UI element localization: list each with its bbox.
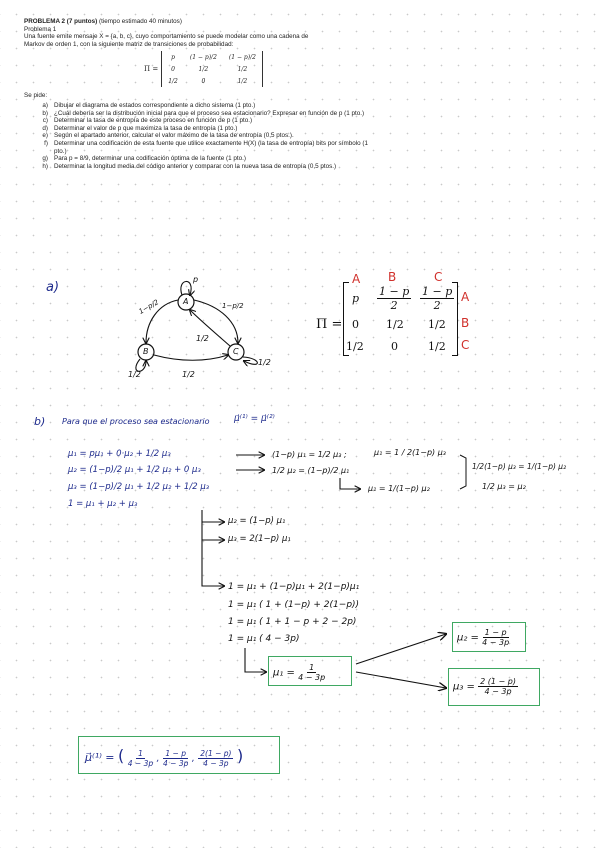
matrix-cell: (1 − p)/2 xyxy=(228,53,256,61)
final-num-2: 1 − p xyxy=(165,748,186,758)
matrix-a-cell-frac xyxy=(377,285,411,312)
task-text: Determinar una codificación de esta fuente que utilice exactamente H(X) (la tasa de entropía) bits por símbolo (1 pto.) xyxy=(54,139,368,155)
problem-time: (tiempo estimado 40 minutos) xyxy=(98,18,182,25)
task-key: e) xyxy=(42,132,48,140)
mu2-result xyxy=(457,628,509,647)
mu2-num: 1 − p xyxy=(484,628,507,637)
task-key: f) xyxy=(44,139,48,147)
task-text: Según el apartado anterior, calcular el valor máximo de la tasa de entropía (0,5 ptos.). xyxy=(54,132,294,140)
edge-label-ab: 1−p/2 xyxy=(137,298,161,316)
matrix-cell: p xyxy=(171,53,175,61)
matrix-a-cell: 0 xyxy=(391,340,398,353)
matrix-a-cell-frac xyxy=(420,285,454,312)
mu3-num: 2 (1 − p) xyxy=(480,677,516,686)
task-key: h) xyxy=(42,162,48,170)
final-den-1: 4 − 3p xyxy=(127,758,154,768)
edge-label-ac: 1−p/2 xyxy=(222,302,244,310)
final-vector: μ⃗⁽¹⁾ = ( $\frac{1}{4 - 3p}$ , $\frac{1 - p}{4 - 3p}$ , $\frac{2(1 - p)}{4 - 3p}$ ) xyxy=(85,746,244,768)
substitution-1: μ₂ = (1−p) μ₁ xyxy=(228,516,286,526)
normalization-2: 1 = μ₁ ( 1 + (1−p) + 2(1−p)) xyxy=(228,600,360,610)
state-a-label: A xyxy=(183,297,189,306)
matrix-a-cell: 1/2 xyxy=(428,340,446,353)
equation-1: μ₁ = pμ₁ + 0·μ₂ + 1/2 μ₃ xyxy=(68,449,171,459)
mu1-result xyxy=(273,663,325,682)
state-c-label: C xyxy=(233,347,239,356)
final-num-3: 2(1 − p) xyxy=(200,748,232,758)
step-2: 1/2 μ₂ = (1−p)/2 μ₁ xyxy=(272,466,350,475)
edge-label-cc: 1/2 xyxy=(258,358,271,367)
task-text: Dibujar el diagrama de estados correspondiente a dicho sistema (1 pto.) xyxy=(54,101,256,109)
statement-line-2: Markov de orden 1, con la siguiente matriz de transiciones de probabilidad: xyxy=(24,40,234,48)
task-key: a) xyxy=(42,101,48,109)
matrix-a-cell: 1/2 xyxy=(428,318,446,331)
part-b-condition: μ⃗⁽¹⁾ = μ⃗⁽²⁾ xyxy=(234,414,275,424)
matrix-a-cell: 0 xyxy=(352,318,359,331)
row-label-a: A xyxy=(461,290,470,304)
mu1-lhs: μ₁ = xyxy=(273,667,295,679)
matrix-a-cell: p xyxy=(352,292,360,305)
final-den-3: 4 − 3p xyxy=(203,758,229,768)
row-label-c: C xyxy=(461,338,470,352)
step-1a: (1−p) μ₁ = 1/2 μ₃ ; xyxy=(272,450,347,459)
step-1b: μ₁ = 1 / 2(1−p) μ₃ xyxy=(374,448,446,457)
task-key: g) xyxy=(42,155,48,163)
matrix-cell: 0 xyxy=(171,65,175,73)
matrix-cell: 1/2 xyxy=(198,65,209,73)
side-result-1: 1/2(1−p) μ₃ = 1/(1−p) μ₂ xyxy=(472,462,567,471)
task-key: b) xyxy=(42,109,48,117)
matrix-a-cell: 1/2 xyxy=(386,318,404,331)
task-key: c) xyxy=(42,117,48,125)
task-text: Determinar la tasa de entropía de este proceso en función de p (1 pto.) xyxy=(54,117,253,125)
normalization-3: 1 = μ₁ ( 1 + 1 − p + 2 − 2p) xyxy=(228,617,357,627)
edge-label-ca: 1/2 xyxy=(196,334,209,343)
matrix-a-cell: 1 − p xyxy=(422,285,453,298)
mu3-lhs: μ₃ = xyxy=(453,681,475,693)
side-result-2: 1/2 μ₃ = μ₂ xyxy=(482,482,526,491)
row-label-b: B xyxy=(461,316,470,330)
equation-2: μ₂ = (1−p)/2 μ₁ + 1/2 μ₂ + 0 μ₃ xyxy=(68,465,201,475)
edge-label-aa: p xyxy=(193,275,199,284)
matrix-a-den: 2 xyxy=(433,299,441,312)
equation-3: μ₃ = (1−p)/2 μ₁ + 1/2 μ₂ + 1/2 μ₃ xyxy=(68,482,210,492)
mu2-den: 4 − 3p xyxy=(482,638,510,647)
problem-title: PROBLEMA 2 (7 puntos) xyxy=(24,18,98,25)
mu1-num: 1 xyxy=(309,663,315,672)
matrix-a-label: Π = xyxy=(316,317,343,332)
normalization-1: 1 = μ₁ + (1−p)μ₁ + 2(1−p)μ₁ xyxy=(228,582,360,592)
col-label-a: A xyxy=(352,272,361,286)
edge-b-c xyxy=(154,355,228,360)
matrix-a-den: 2 xyxy=(390,299,398,312)
se-pide-label: Se pide: xyxy=(24,92,48,100)
edge-label-bb: 1/2 xyxy=(128,370,141,379)
part-b-label: b) xyxy=(34,415,46,428)
problem-subtitle: Problema 1 xyxy=(24,25,57,33)
col-label-b: B xyxy=(388,270,397,284)
matrix-cell: 0 xyxy=(201,77,206,85)
mu2-lhs: μ₂ = xyxy=(457,632,479,644)
matrix-cell: 1/2 xyxy=(237,65,248,73)
matrix-cell: 1/2 xyxy=(168,77,178,85)
task-text: Para p = 8/9, determinar una codificación óptima de la fuente (1 pto.) xyxy=(54,155,246,163)
task-key: d) xyxy=(42,124,48,132)
printed-matrix-label: Π = xyxy=(144,64,159,73)
final-lhs: μ⃗⁽¹⁾ = xyxy=(85,751,115,764)
mu3-result xyxy=(453,677,518,696)
matrix-a-cell: 1/2 xyxy=(346,340,364,353)
mu1-result-box xyxy=(268,656,352,686)
mu3-result-box xyxy=(448,668,540,706)
task-text: Determinar la longitud media del código anterior y comparar con la nueva tasa de entropía (0,5 ptos.) xyxy=(54,162,337,170)
loop-a xyxy=(181,281,191,295)
matrix-cell: 1/2 xyxy=(237,77,248,85)
task-text: ¿Cuál debería ser la distribución inicial para que el proceso sea estacionario? Expresar en función de p (1 pto.) xyxy=(54,109,365,117)
equation-4: 1 = μ₁ + μ₂ + μ₃ xyxy=(68,499,138,509)
matrix-cell: (1 − p)/2 xyxy=(189,53,217,61)
state-b-label: B xyxy=(143,347,149,356)
mu1-den: 4 − 3p xyxy=(298,673,326,682)
final-den-2: 4 − 3p xyxy=(163,758,189,768)
step-3: μ₁ = 1/(1−p) μ₂ xyxy=(368,484,430,493)
substitution-2: μ₃ = 2(1−p) μ₁ xyxy=(228,534,291,544)
mu2-result-box xyxy=(452,622,526,652)
loop-c xyxy=(243,357,257,364)
final-num-1: 1 xyxy=(138,748,143,758)
matrix-a-cell: 1 − p xyxy=(379,285,410,298)
statement-line-1: Una fuente emite mensaje X = {a, b, c}, cuyo comportamiento se puede modelar como una cadena de xyxy=(24,33,309,41)
final-vector-box xyxy=(78,736,280,774)
part-a-label: a) xyxy=(46,280,60,295)
edge-label-bc: 1/2 xyxy=(182,370,195,379)
col-label-c: C xyxy=(434,270,443,284)
mu3-den: 4 − 3p xyxy=(484,687,512,696)
task-text: Determinar el valor de p que maximiza la tasa de entropía (1 pto.) xyxy=(54,124,238,132)
part-b-heading: Para que el proceso sea estacionario xyxy=(62,417,210,426)
normalization-4: 1 = μ₁ ( 4 − 3p) xyxy=(228,634,300,644)
